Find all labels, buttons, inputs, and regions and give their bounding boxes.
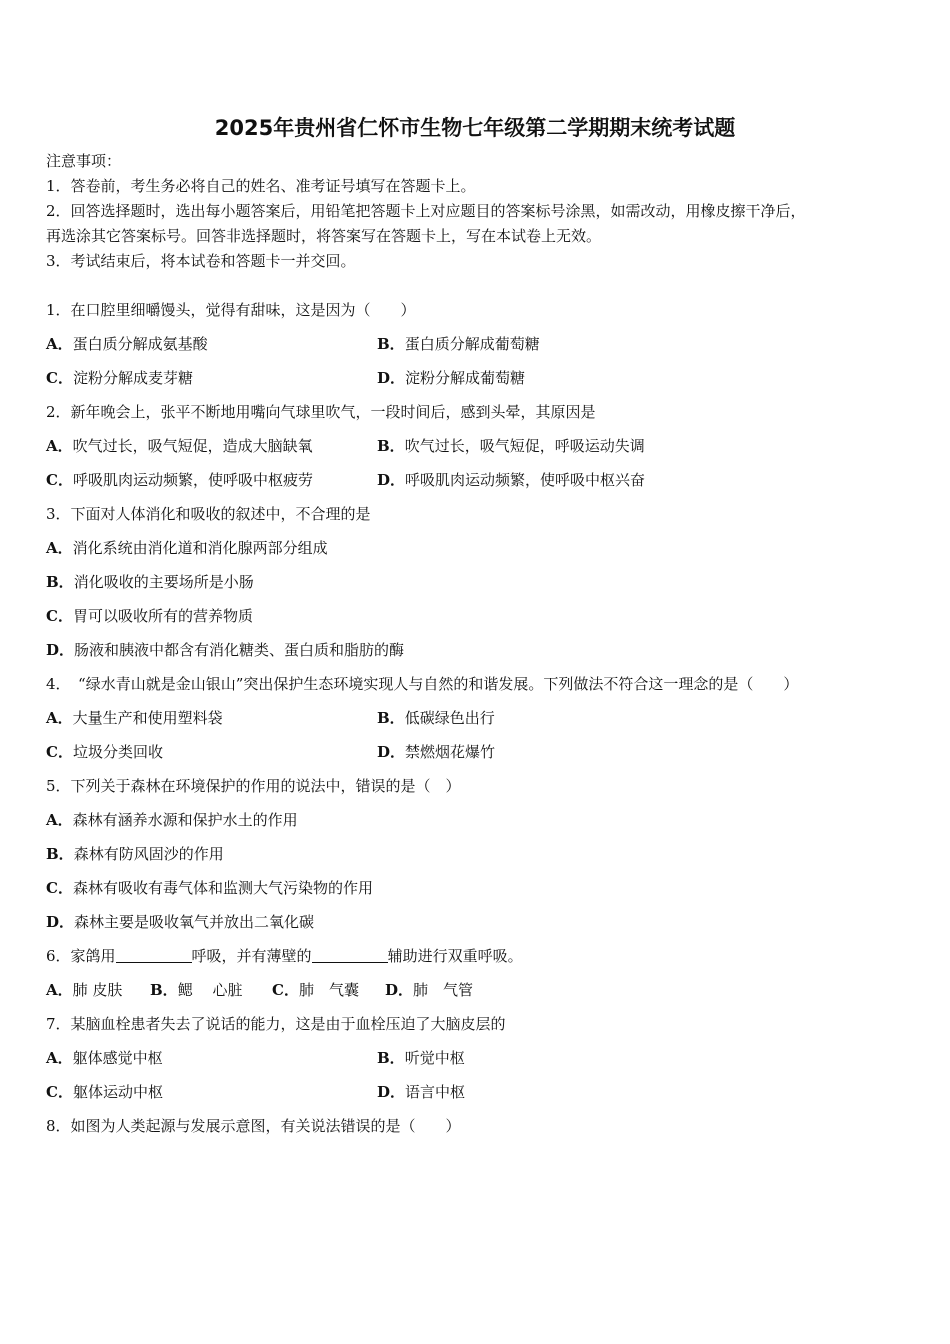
option-a: A．消化系统由消化道和消化腺两部分组成 (46, 539, 328, 557)
option-d: D．肺 气管 (385, 981, 474, 999)
option-b: B．鳃 心脏 (150, 981, 243, 999)
answer-blank (312, 948, 388, 963)
notice-heading: 注意事项： (46, 152, 122, 170)
option-a: A．森林有涵养水源和保护水土的作用 (46, 811, 298, 829)
question-stem: 5．下列关于森林在环境保护的作用的说法中，错误的是（ ） (46, 777, 461, 795)
notice-line: 1．答卷前，考生务必将自己的姓名、准考证号填写在答题卡上。 (46, 177, 476, 195)
option-d: D．森林主要是吸收氧气并放出二氧化碳 (46, 913, 315, 931)
notice-line: 2．回答选择题时，选出每小题答案后，用铅笔把答题卡上对应题目的答案标号涂黑，如需改动，用橡皮擦干净后， (46, 202, 806, 220)
question-stem: 6．家鸽用 呼吸，并有薄壁的 辅助进行双重呼吸。 (46, 947, 523, 965)
question-stem: 2．新年晚会上，张平不断地用嘴向气球里吹气，一段时间后，感到头晕，其原因是 (46, 403, 596, 421)
exam-title: 2025年贵州省仁怀市生物七年级第二学期期末统考试题 (214, 116, 736, 140)
notice-line: 3．考试结束后，将本试卷和答题卡一并交回。 (46, 252, 356, 270)
answer-blank (116, 948, 192, 963)
option-b: B．听觉中枢 (377, 1049, 465, 1067)
option-c: C．淀粉分解成麦芽糖 (46, 369, 193, 387)
option-d: D．肠液和胰液中都含有消化糖类、蛋白质和脂肪的酶 (46, 641, 405, 659)
notice-line: 再选涂其它答案标号。回答非选择题时，将答案写在答题卡上，写在本试卷上无效。 (46, 227, 602, 245)
option-a: A．蛋白质分解成氨基酸 (46, 335, 208, 353)
option-b: B．吹气过长，吸气短促，呼吸运动失调 (377, 437, 645, 455)
option-b: B．消化吸收的主要场所是小肠 (46, 573, 254, 591)
option-d: D．呼吸肌肉运动频繁，使呼吸中枢兴奋 (377, 471, 646, 489)
option-b: B．低碳绿色出行 (377, 709, 495, 727)
option-a: A．肺 皮肤 (46, 981, 123, 999)
option-b: B．蛋白质分解成葡萄糖 (377, 335, 540, 353)
question-stem: 3．下面对人体消化和吸收的叙述中，不合理的是 (46, 505, 371, 523)
option-c: C．肺 气囊 (272, 981, 359, 999)
option-d: D．禁燃烟花爆竹 (377, 743, 496, 761)
option-c: C．躯体运动中枢 (46, 1083, 163, 1101)
option-a: A．躯体感觉中枢 (46, 1049, 163, 1067)
option-a: A．大量生产和使用塑料袋 (46, 709, 223, 727)
question-stem: 7．某脑血栓患者失去了说话的能力，这是由于血栓压迫了大脑皮层的 (46, 1015, 506, 1033)
option-c: C．森林有吸收有毒气体和监测大气污染物的作用 (46, 879, 373, 897)
option-c: C．呼吸肌肉运动频繁，使呼吸中枢疲劳 (46, 471, 313, 489)
option-c: C．胃可以吸收所有的营养物质 (46, 607, 253, 625)
question-stem: 1．在口腔里细嚼馒头，觉得有甜味，这是因为（ ） (46, 301, 416, 319)
option-c: C．垃圾分类回收 (46, 743, 163, 761)
question-stem: 8．如图为人类起源与发展示意图，有关说法错误的是（ ） (46, 1117, 461, 1135)
question-stem: 4． “绿水青山就是金山银山”突出保护生态环境实现人与自然的和谐发展。下列做法不符合这一理念的是（ ） (46, 675, 799, 693)
option-d: D．淀粉分解成葡萄糖 (377, 369, 526, 387)
option-d: D．语言中枢 (377, 1083, 466, 1101)
option-b: B．森林有防风固沙的作用 (46, 845, 224, 863)
option-a: A．吹气过长，吸气短促，造成大脑缺氧 (46, 437, 313, 455)
